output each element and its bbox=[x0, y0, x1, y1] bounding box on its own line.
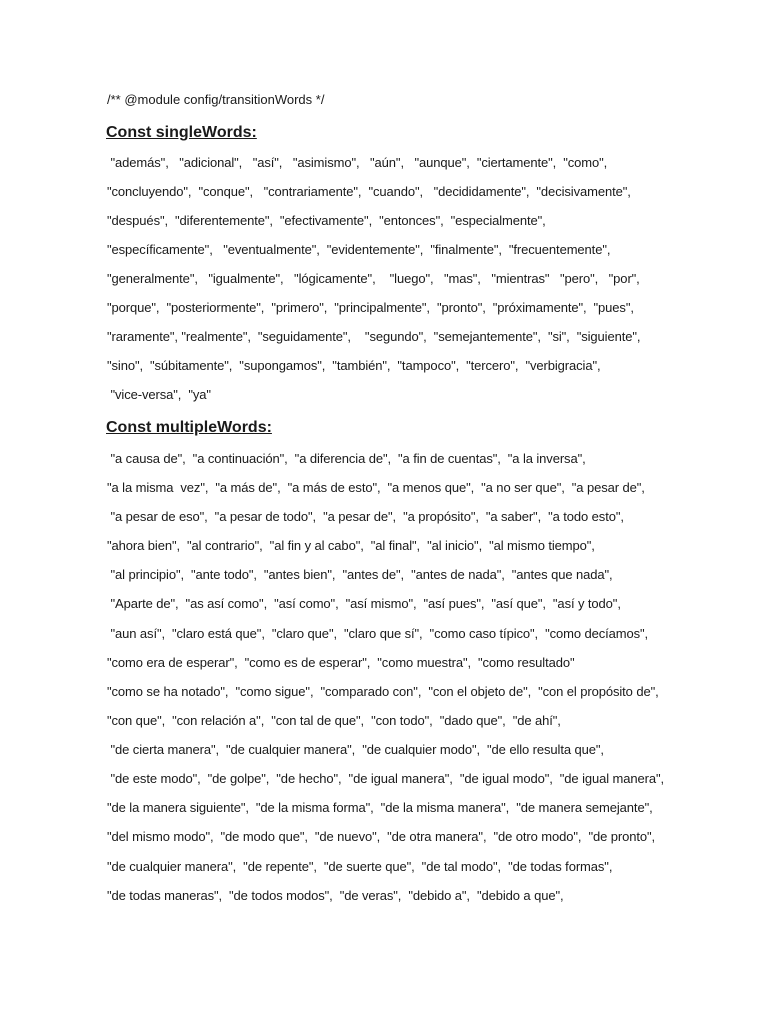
multiple-words-line: "a pesar de eso", "a pesar de todo", "a pesar de", "a propósito", "a saber", "a todo esto", bbox=[107, 509, 624, 524]
multiple-words-line: "del mismo modo", "de modo que", "de nuevo", "de otra manera", "de otro modo", "de pronto", bbox=[107, 829, 656, 844]
multiple-words-line: "de todas maneras", "de todos modos", "de veras", "debido a", "debido a que", bbox=[107, 888, 564, 903]
multiple-words-line: "a causa de", "a continuación", "a diferencia de", "a fin de cuentas", "a la inversa", bbox=[107, 451, 586, 466]
single-words-line: "vice-versa", "ya" bbox=[107, 387, 211, 402]
multiple-words-line: "al principio", "ante todo", "antes bien", "antes de", "antes de nada", "antes que nada", bbox=[107, 567, 613, 582]
multiple-words-line: "a la misma vez", "a más de", "a más de esto", "a menos que", "a no ser que", "a pesar de", bbox=[107, 480, 645, 495]
single-words-line: "generalmente", "igualmente", "lógicamente", "luego", "mas", "mientras" "pero", "por", bbox=[107, 271, 640, 286]
single-words-line: "además", "adicional", "así", "asimismo", "aún", "aunque", "ciertamente", "como", bbox=[107, 155, 608, 170]
multiple-words-line: "aun así", "claro está que", "claro que", "claro que sí", "como caso típico", "como decíamos", bbox=[107, 626, 649, 641]
multiple-words-line: "como era de esperar", "como es de esperar", "como muestra", "como resultado" bbox=[107, 655, 575, 670]
multiple-words-line: "ahora bien", "al contrario", "al fin y al cabo", "al final", "al inicio", "al mismo tiempo", bbox=[107, 538, 595, 553]
single-words-line: "específicamente", "eventualmente", "evidentemente", "finalmente", "frecuentemente", bbox=[107, 242, 611, 257]
multiple-words-line: "con que", "con relación a", "con tal de que", "con todo", "dado que", "de ahí", bbox=[107, 713, 561, 728]
multiple-words-line: "de cualquier manera", "de repente", "de suerte que", "de tal modo", "de todas formas", bbox=[107, 859, 613, 874]
multiple-words-line: "como se ha notado", "como sigue", "comparado con", "con el objeto de", "con el propósito de", bbox=[107, 684, 659, 699]
multiple-words-line: "Aparte de", "as así como", "así como", "así mismo", "así pues", "así que", "así y todo", bbox=[107, 596, 621, 611]
multiple-words-line: "de la manera siguiente", "de la misma forma", "de la misma manera", "de manera semejante", bbox=[107, 800, 653, 815]
single-words-line: "concluyendo", "conque", "contrariamente", "cuando", "decididamente", "decisivamente", bbox=[107, 184, 631, 199]
multiple-words-line: "de este modo", "de golpe", "de hecho", "de igual manera", "de igual modo", "de igual manera", bbox=[107, 771, 665, 786]
single-words-line: "sino", "súbitamente", "supongamos", "también", "tampoco", "tercero", "verbigracia", bbox=[107, 358, 601, 373]
single-words-heading: Const singleWords: bbox=[106, 124, 257, 141]
multiple-words-heading: Const multipleWords: bbox=[106, 419, 272, 436]
single-words-line: "después", "diferentemente", "efectivamente", "entonces", "especialmente", bbox=[107, 213, 546, 228]
module-comment: /** @module config/transitionWords */ bbox=[107, 92, 325, 107]
single-words-line: "porque", "posteriormente", "primero", "principalmente", "pronto", "próximamente", "pues", bbox=[107, 300, 634, 315]
multiple-words-line: "de cierta manera", "de cualquier manera", "de cualquier modo", "de ello resulta que", bbox=[107, 742, 604, 757]
single-words-line: "raramente", "realmente", "seguidamente", "segundo", "semejantemente", "si", "siguiente", bbox=[107, 329, 641, 344]
